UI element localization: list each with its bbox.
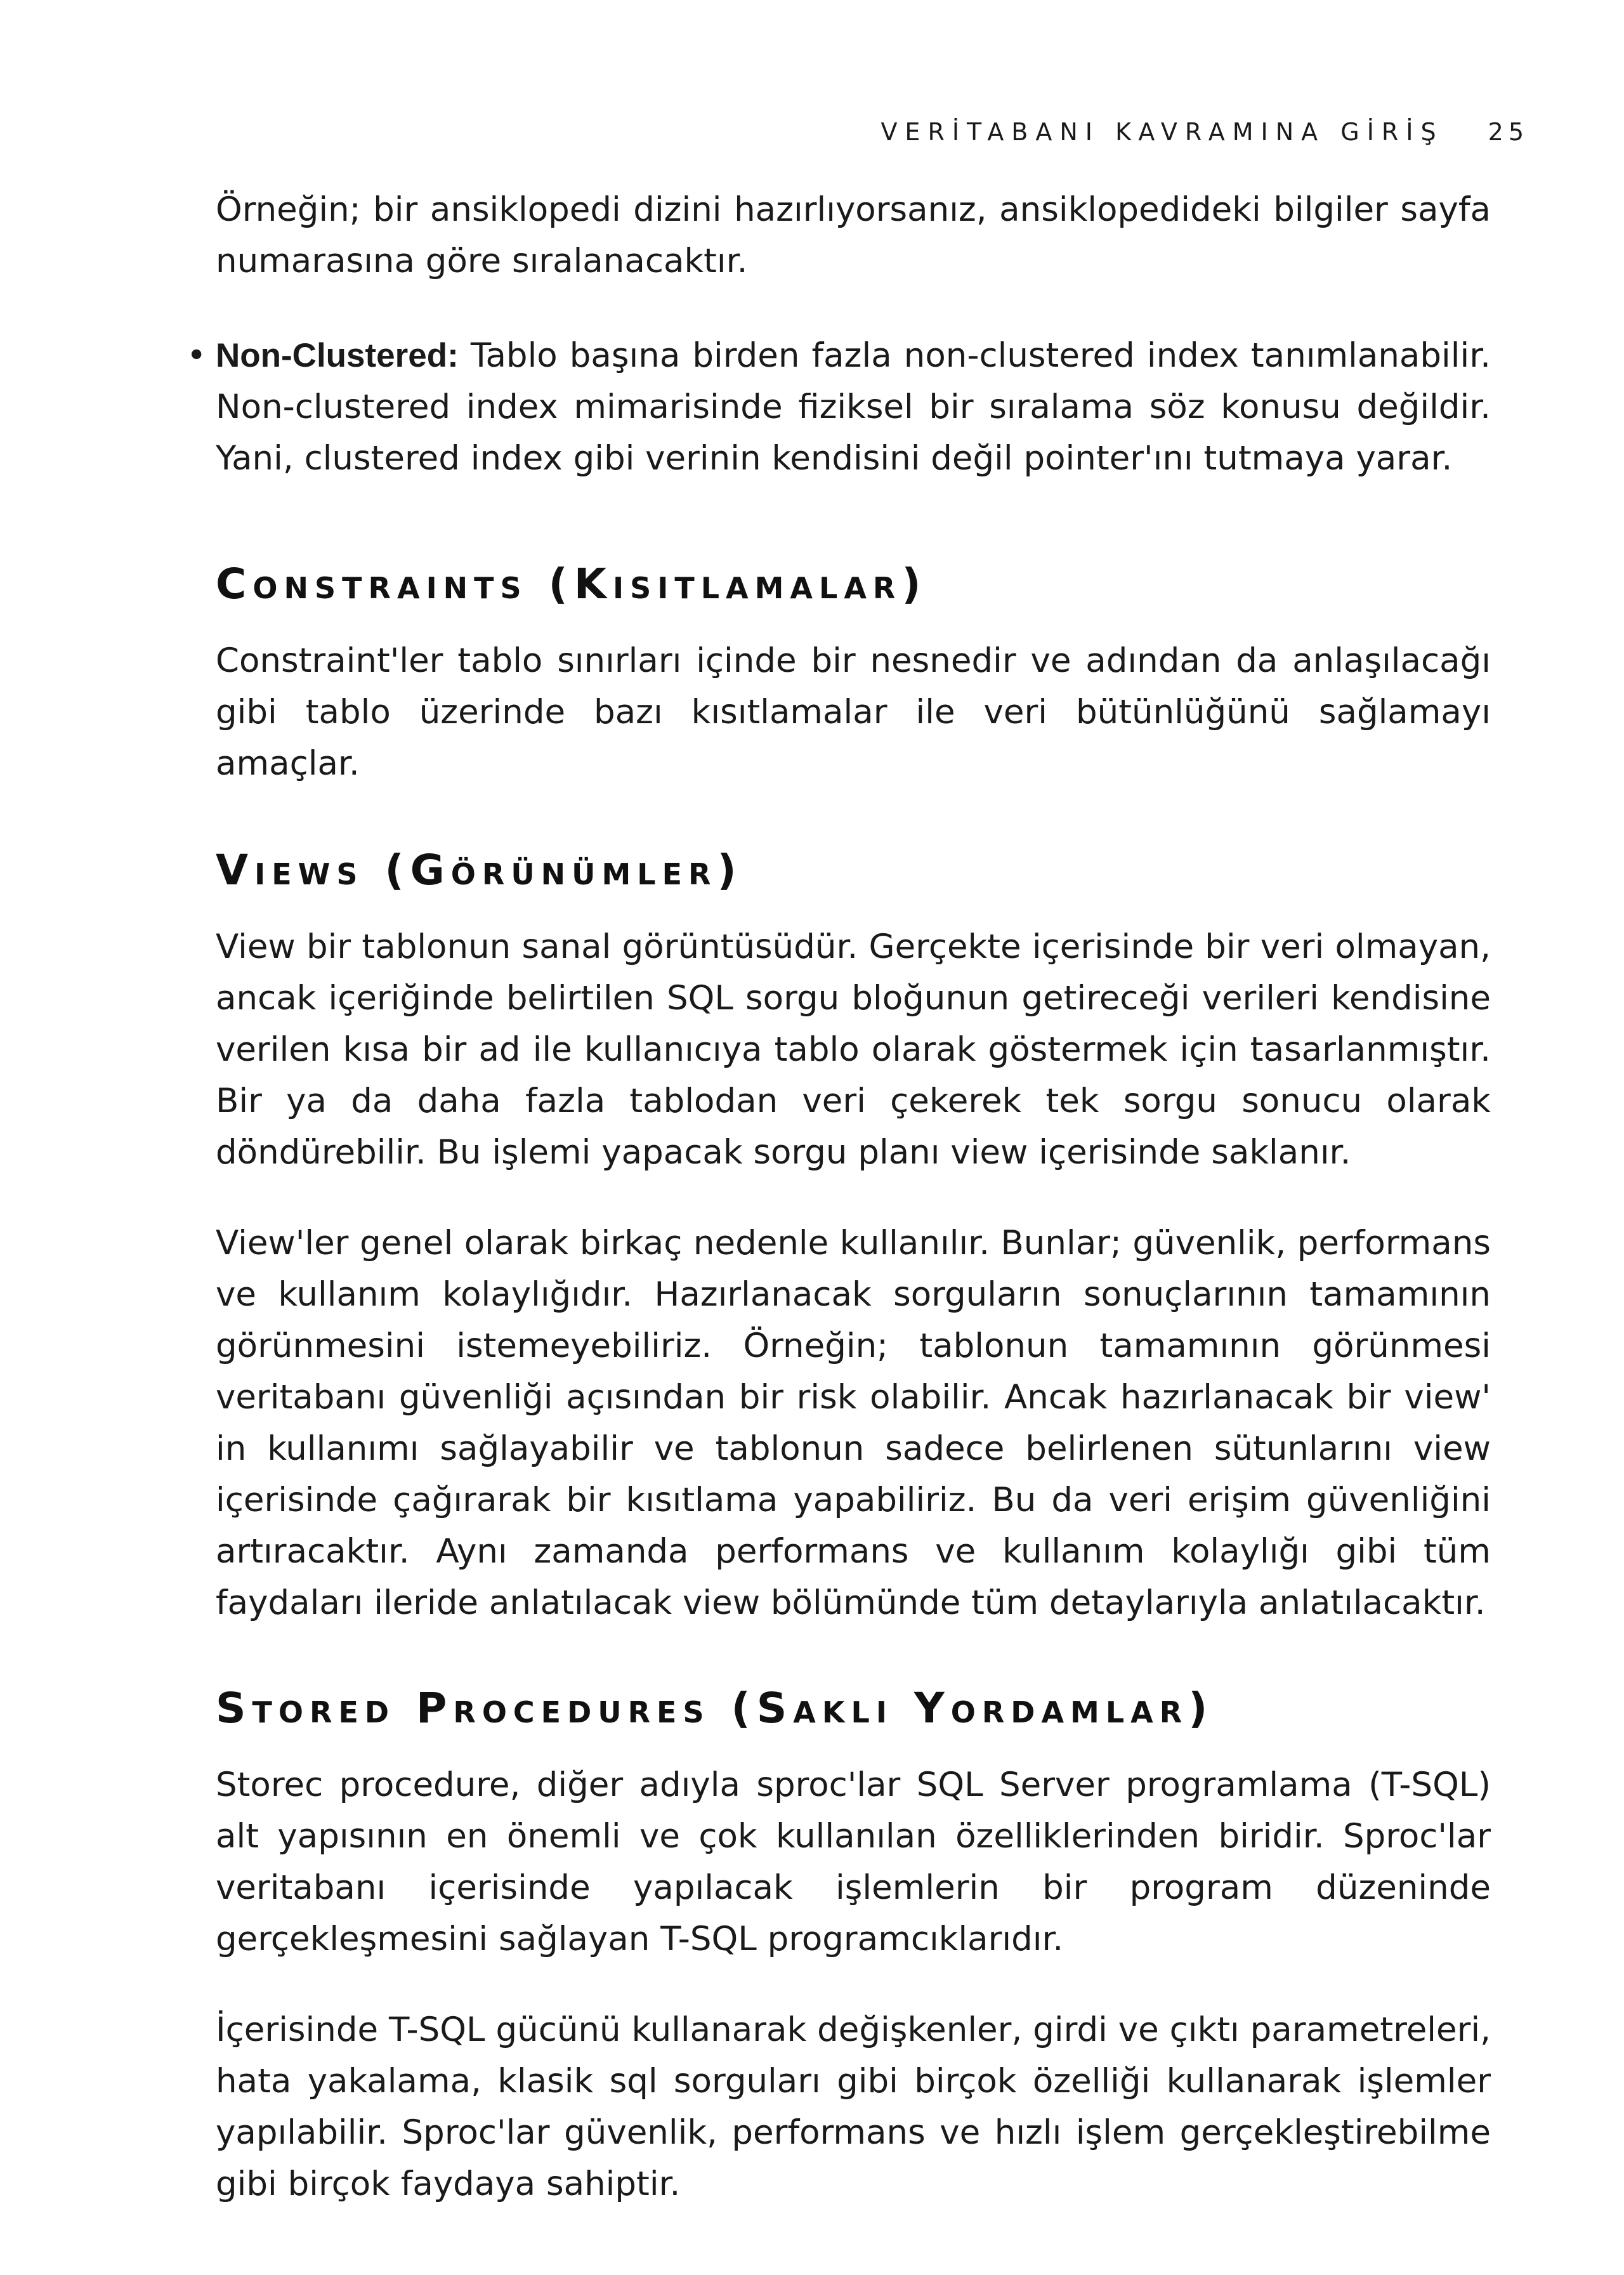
page-number: 25	[1488, 118, 1529, 146]
running-header	[881, 118, 1529, 146]
running-title: VERİTABANI KAVRAMINA GİRİŞ	[881, 118, 1444, 146]
bullet-text: Tablo başına birden fazla non-clustered index tanımlanabilir. Non-clustered index mimarisinde fiziksel bir sıralama söz konusu değildir. Yani, clustered index gibi verinin kendisini değil pointer'ını tutmaya yarar.	[216, 336, 1491, 478]
bullet-item-non-clustered	[187, 330, 1491, 484]
section-heading-stored-procedures: Stored Procedures (Saklı Yordamlar)	[216, 1684, 1214, 1733]
bullet-term: Non-Clustered:	[216, 337, 459, 374]
bullet-paragraph	[216, 330, 1491, 484]
page-content	[187, 184, 1491, 2210]
section-heading-views: Views (Görünümler)	[216, 846, 743, 895]
intro-paragraph: Örneğin; bir ansiklopedi dizini hazırlıyorsanız, ansiklopedideki bilgiler sayfa numarasına göre sıralanacaktır.	[216, 190, 1491, 280]
bullet-icon: •	[187, 336, 207, 375]
views-paragraph-2: View'ler genel olarak birkaç nedenle kullanılır. Bunlar; güvenlik, performans ve kullanım kolaylığıdır. Hazırlanacak sorguların sonuçlarının tamamının görünmesini istemeyebiliriz. Örneğin; tablonun tamamının görünmesi veritabanı güvenliği açısından bir risk olabilir. Ancak hazırlanacak bir view' in kullanımı sağlayabilir ve tablonun sadece belirlenen sütunlarını view içerisinde çağırarak bir kısıtlama yapabiliriz. Bu da veri erişim güvenliğini artıracaktır. Aynı zamanda performans ve kullanım kolaylığı gibi tüm faydaları ileride anlatılacak view bölümünde tüm detaylarıyla anlatılacaktır.	[216, 1224, 1491, 1622]
section-heading-constraints: Constraints (Kısıtlamalar)	[216, 560, 927, 608]
constraints-paragraph: Constraint'ler tablo sınırları içinde bir nesnedir ve adından da anlaşılacağı gibi tablo üzerinde bazı kısıtlamalar ile veri bütünlüğünü sağlamayı amaçlar.	[216, 641, 1491, 783]
views-paragraph-1: View bir tablonun sanal görüntüsüdür. Gerçekte içerisinde bir veri olmayan, ancak içeriğinde belirtilen SQL sorgu bloğunun getireceği verileri kendisine verilen kısa bir ad ile kullanıcıya tablo olarak göstermek için tasarlanmıştır. Bir ya da daha fazla tablodan veri çekerek tek sorgu sonucu olarak döndürebilir. Bu işlemi yapacak sorgu planı view içerisinde saklanır.	[216, 928, 1491, 1172]
stored-procedures-paragraph-1: Storec procedure, diğer adıyla sproc'lar SQL Server programlama (T-SQL) alt yapısının en önemli ve çok kullanılan özelliklerinden biridir. Sproc'lar veritabanı içerisinde yapılacak işlemlerin bir program düzeninde gerçekleşmesini sağlayan T-SQL programcıklarıdır.	[216, 1766, 1491, 1958]
stored-procedures-paragraph-2: İçerisinde T-SQL gücünü kullanarak değişkenler, girdi ve çıktı parametreleri, hata yakalama, klasik sql sorguları gibi birçok özelliği kullanarak işlemler yapılabilir. Sproc'lar güvenlik, performans ve hızlı işlem gerçekleştirebilme gibi birçok faydaya sahiptir.	[216, 2010, 1491, 2203]
